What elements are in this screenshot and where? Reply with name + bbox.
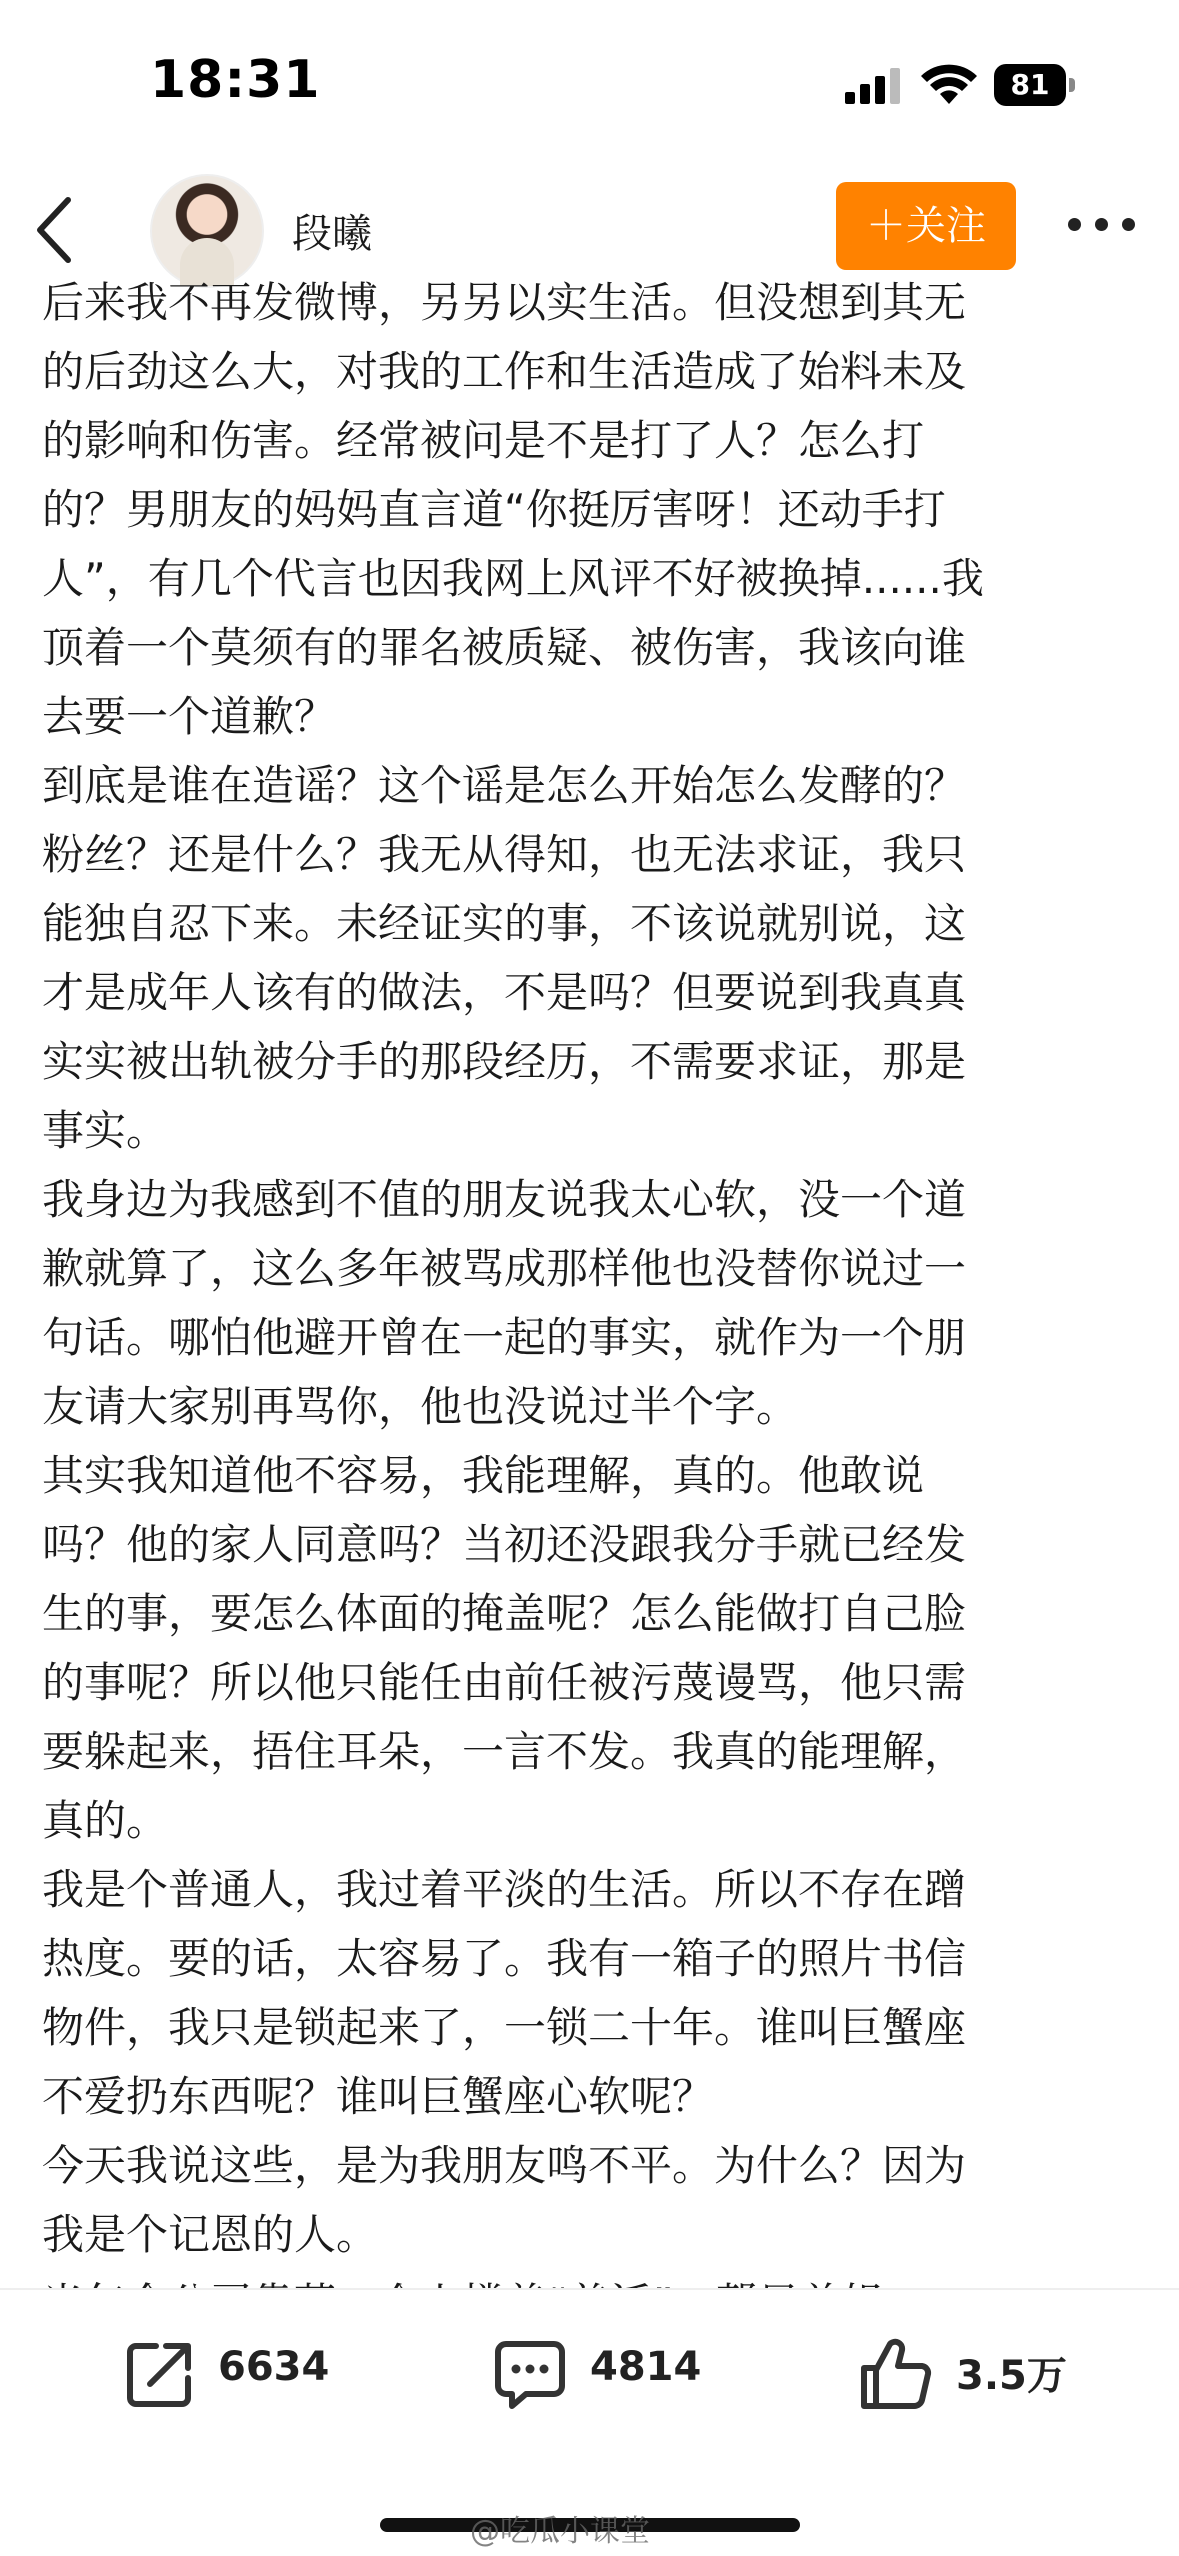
repost-button[interactable]	[120, 2326, 340, 2416]
back-chevron-icon[interactable]	[28, 192, 88, 268]
post-text-line: 句话。哪怕他避开曾在一起的事实，就作为一个朋	[42, 1313, 967, 1362]
post-text-line: 物件，我只是锁起来了，一锁二十年。谁叫巨蟹座	[42, 2003, 967, 2052]
post-text-line: 今天我说这些，是为我朋友鸣不平。为什么？因为	[42, 2141, 967, 2190]
status-time: 18:31	[150, 50, 321, 110]
post-text-line: 能独自忍下来。未经证实的事，不该说就别说，这	[42, 899, 967, 948]
battery-icon	[994, 64, 1076, 106]
post-text-line: 事实。	[42, 1106, 169, 1155]
post-text-line: 去要一个道歉？	[42, 692, 337, 741]
post-text-line: 顶着一个莫须有的罪名被质疑、被伤害，我该向谁	[42, 623, 967, 672]
post-text-line: 实实被出轨被分手的那段经历，不需要求证，那是	[42, 1037, 967, 1086]
battery-level: 81	[994, 64, 1066, 106]
signal-icon	[845, 68, 901, 104]
comment-icon	[490, 2334, 570, 2414]
post-text-line: 我是个记恩的人。	[42, 2210, 379, 2259]
post-text-line: 粉丝？还是什么？我无从得知，也无法求证，我只	[42, 830, 967, 879]
post-text	[42, 268, 1142, 2338]
post-text-line: 歉就算了，这么多年被骂成那样他也没替你说过一	[42, 1244, 967, 1293]
post-text-line: 生的事，要怎么体面的掩盖呢？怎么能做打自己脸	[42, 1589, 967, 1638]
post-text-line: 我身边为我感到不值的朋友说我太心软，没一个道	[42, 1175, 967, 1224]
thumbs-up-icon	[856, 2334, 936, 2414]
wifi-icon	[920, 64, 978, 106]
post-text-line: 友请大家别再骂你，他也没说过半个字。	[42, 1382, 799, 1431]
post-text-line: 吗？他的家人同意吗？当初还没跟我分手就已经发	[42, 1520, 967, 1569]
post-content	[0, 278, 1179, 2288]
post-text-line: 的？男朋友的妈妈直言道“你挺厉害呀！还动手打	[42, 485, 946, 534]
post-text-line: 要躲起来，捂住耳朵，一言不发。我真的能理解，	[42, 1727, 967, 1776]
post-text-line: 才是成年人该有的做法，不是吗？但要说到我真真	[42, 968, 967, 1017]
more-dots-icon[interactable]	[1068, 210, 1138, 240]
like-count: 3.5万	[956, 2353, 1067, 2399]
post-text-line: 后来我不再发微博，另另以实生活。但没想到其无	[42, 278, 967, 327]
comment-button[interactable]	[490, 2326, 710, 2416]
post-text-line: 其实我知道他不容易，我能理解，真的。他敢说	[42, 1451, 925, 1500]
post-text-line: 不爱扔东西呢？谁叫巨蟹座心软呢？	[42, 2072, 715, 2121]
username[interactable]: 段曦	[292, 211, 372, 257]
post-text-line: 到底是谁在造谣？这个谣是怎么开始怎么发酵的？	[42, 761, 967, 810]
comment-count: 4814	[590, 2344, 702, 2390]
post-text-line: 真的。	[42, 1796, 169, 1845]
post-text-line: 我是个普通人，我过着平淡的生活。所以不存在蹭	[42, 1865, 967, 1914]
follow-button[interactable]: ＋关注	[836, 182, 1016, 270]
post-text-line: 热度。要的话，太容易了。我有一箱子的照片书信	[42, 1934, 967, 1983]
repost-count: 6634	[218, 2344, 330, 2390]
post-text-line: 的后劲这么大，对我的工作和生活造成了始料未及	[42, 347, 967, 396]
status-bar	[0, 0, 1179, 170]
share-icon	[120, 2334, 200, 2414]
post-text-line: 人”，有几个代言也因我网上风评不好被换掉......我	[42, 554, 984, 603]
action-bar	[0, 2288, 1179, 2460]
post-text-line: 的事呢？所以他只能任由前任被污蔑谩骂，他只需	[42, 1658, 967, 1707]
post-text-line: 的影响和伤害。经常被问是不是打了人？怎么打	[42, 416, 925, 465]
like-button[interactable]	[856, 2326, 1076, 2416]
watermark: @吃瓜小课堂	[470, 2514, 650, 2549]
